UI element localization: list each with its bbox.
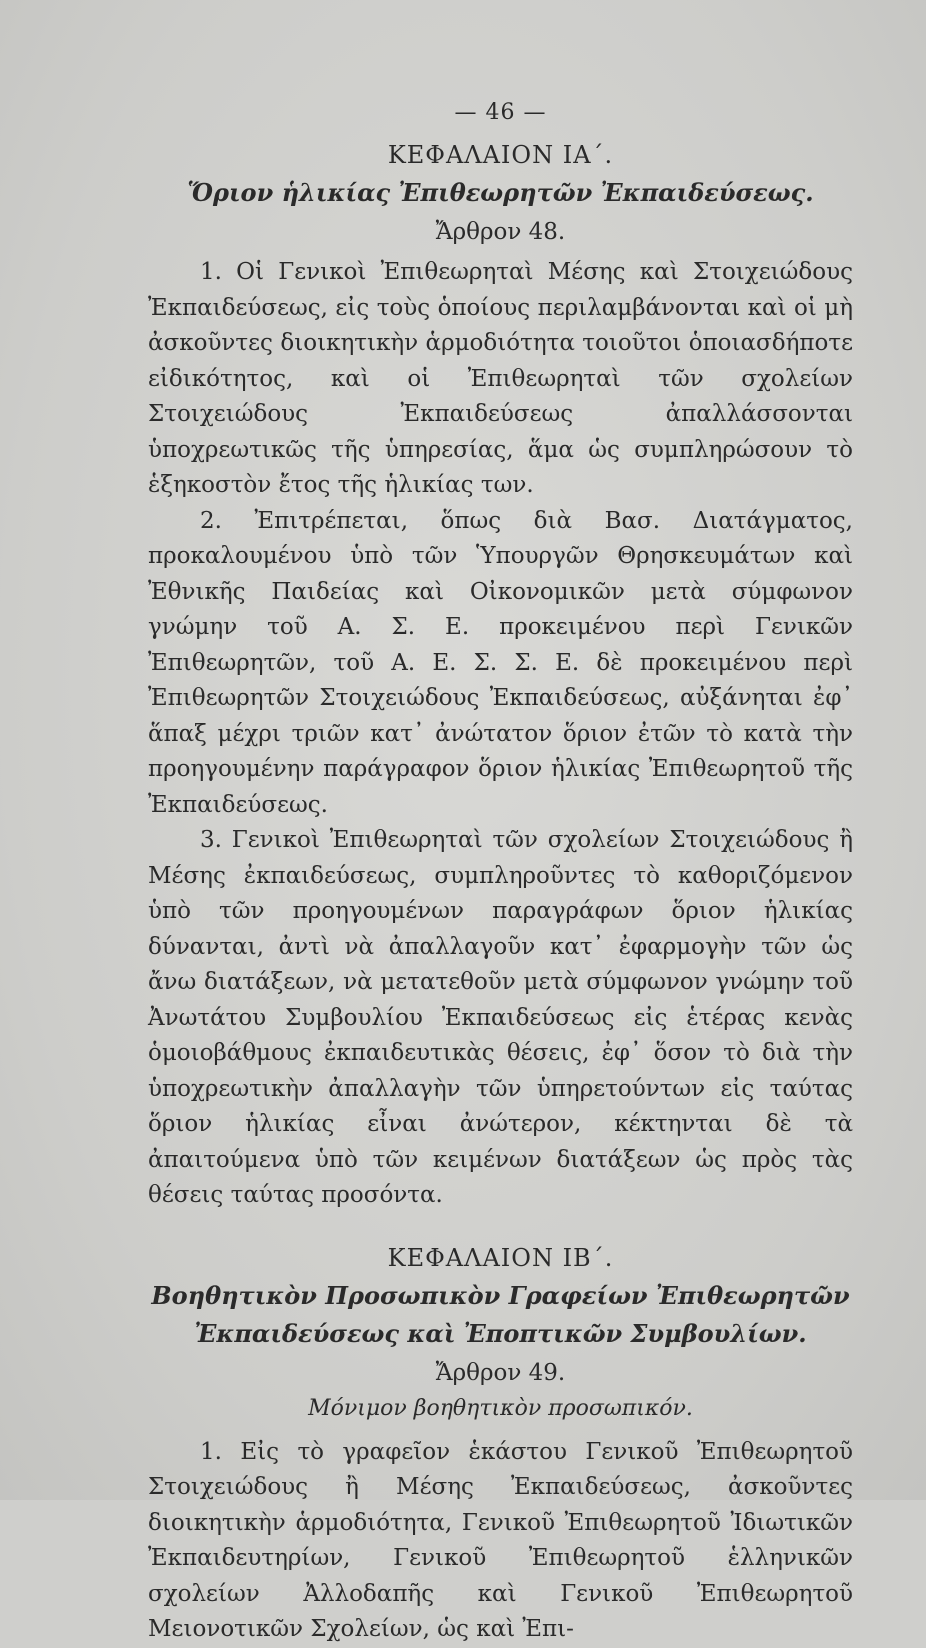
chapter-11-subtitle: Ὅριον ἡλικίας Ἐπιθεωρητῶν Ἐκπαιδεύσεως. <box>187 178 814 207</box>
page-number: — 46 — <box>454 100 547 125</box>
page-text <box>148 92 853 1648</box>
article-49-heading: Ἄρθρον 49. <box>435 1359 566 1386</box>
article-48-paragraph-3: 3. Γενικοὶ Ἐπιθεωρηταὶ τῶν σχολείων Στοιχειώδους ἢ Μέσης ἐκπαιδεύσεως, συμπληροῦντες τὸ καθοριζόμενον ὑπὸ τῶν προηγουμένων παραγράφων ὅριον ἡλικίας δύνανται, ἀντὶ νὰ ἀπαλλαγοῦν κατ᾿ ἐφαρμογὴν τῶν ὡς ἄνω διατάξεων, νὰ μετατεθοῦν μετὰ σύμφωνον γνώμην τοῦ Ἀνωτάτου Συμβουλίου Ἐκπαιδεύσεως εἰς ἑτέρας κενὰς ὁμοιοβάθμους ἐκπαιδευτικὰς θέσεις, ἐφ᾿ ὅσον τὸ διὰ τὴν ὑποχρεωτικὴν ἀπαλλαγὴν τῶν ὑπηρετούντων εἰς ταύτας ὅριον ἡλικίας εἶναι ἀνώτερον, κέκτηνται δὲ τὰ ἀπαιτούμενα ὑπὸ τῶν κειμένων διατάξεων ὡς πρὸς τὰς θέσεις ταύτας προσόντα. <box>148 827 853 1208</box>
chapter-12-subtitle-line-1: Βοηθητικὸν Προσωπικὸν Γραφείων Ἐπιθεωρητῶν <box>151 1280 850 1310</box>
article-48-paragraph-2: 2. Ἐπιτρέπεται, ὅπως διὰ Βασ. Διατάγματος, προκαλουμένου ὑπὸ τῶν Ὑπουργῶν Θρησκευμάτων καὶ Ἐθνικῆς Παιδείας καὶ Οἰκονομικῶν μετὰ σύμφωνον γνώμην τοῦ Α. Σ. Ε. προκειμένου περὶ Γενικῶν Ἐπιθεωρητῶν, τοῦ Α. Ε. Σ. Σ. Ε. δὲ προκειμένου περὶ Ἐπιθεωρητῶν Στοιχειώδους Ἐκπαιδεύσεως, αὐξάνηται ἐφ᾿ ἅπαξ μέχρι τριῶν κατ᾿ ἀνώτατον ὅριον ἐτῶν τὸ κατὰ τὴν προηγουμένην παράγραφον ὅριον ἡλικίας Ἐπιθεωρητοῦ τῆς Ἐκπαιδεύσεως. <box>148 507 853 818</box>
chapter-11-heading: ΚΕΦΑΛΑΙΟΝ ΙΑ΄. <box>387 141 614 169</box>
article-49-paragraph-1: 1. Εἰς τὸ γραφεῖον ἑκάστου Γενικοῦ Ἐπιθεωρητοῦ Στοιχειώδους ἢ Μέσης Ἐκπαιδεύσεως, ἀσκοῦντες διοικητικὴν ἁρμοδιότητα, Γενικοῦ Ἐπιθεωρητοῦ Ἰδιωτικῶν Ἐκπαιδευτηρίων, Γενικοῦ Ἐπιθεωρητοῦ ἑλληνικῶν σχολείων Ἀλλοδαπῆς καὶ Γενικοῦ Ἐπιθεωρητοῦ Μειονοτικῶν Σχολείων, ὡς καὶ Ἐπι- <box>148 1438 853 1642</box>
section-gap <box>148 1214 853 1236</box>
article-49-subheading: Μόνιμον βοηθητικὸν προσωπικόν. <box>308 1395 693 1421</box>
chapter-12-heading: ΚΕΦΑΛΑΙΟΝ ΙΒ΄. <box>387 1243 614 1272</box>
article-48-heading: Ἄρθρον 48. <box>435 219 566 245</box>
article-48-paragraph-1: 1. Οἱ Γενικοὶ Ἐπιθεωρηταὶ Μέσης καὶ Στοιχειώδους Ἐκπαιδεύσεως, εἰς τοὺς ὁποίους περιλαμβάνονται καὶ οἱ μὴ ἀσκοῦντες διοικητικὴν ἁρμοδιότητα τοιοῦτοι ὁποιασδήποτε εἰδικότητος, καὶ οἱ Ἐπιθεωρηταὶ τῶν σχολείων Στοιχειώδους Ἐκπαιδεύσεως ἀπαλλάσσονται ὑποχρεωτικῶς τῆς ὑπηρεσίας, ἅμα ὡς συμπληρώσουν τὸ ἑξηκοστὸν ἔτος τῆς ἡλικίας των. <box>148 259 853 498</box>
chapter-12-subtitle-line-2: Ἐκπαιδεύσεως καὶ Ἐποπτικῶν Συμβουλίων. <box>194 1318 807 1348</box>
